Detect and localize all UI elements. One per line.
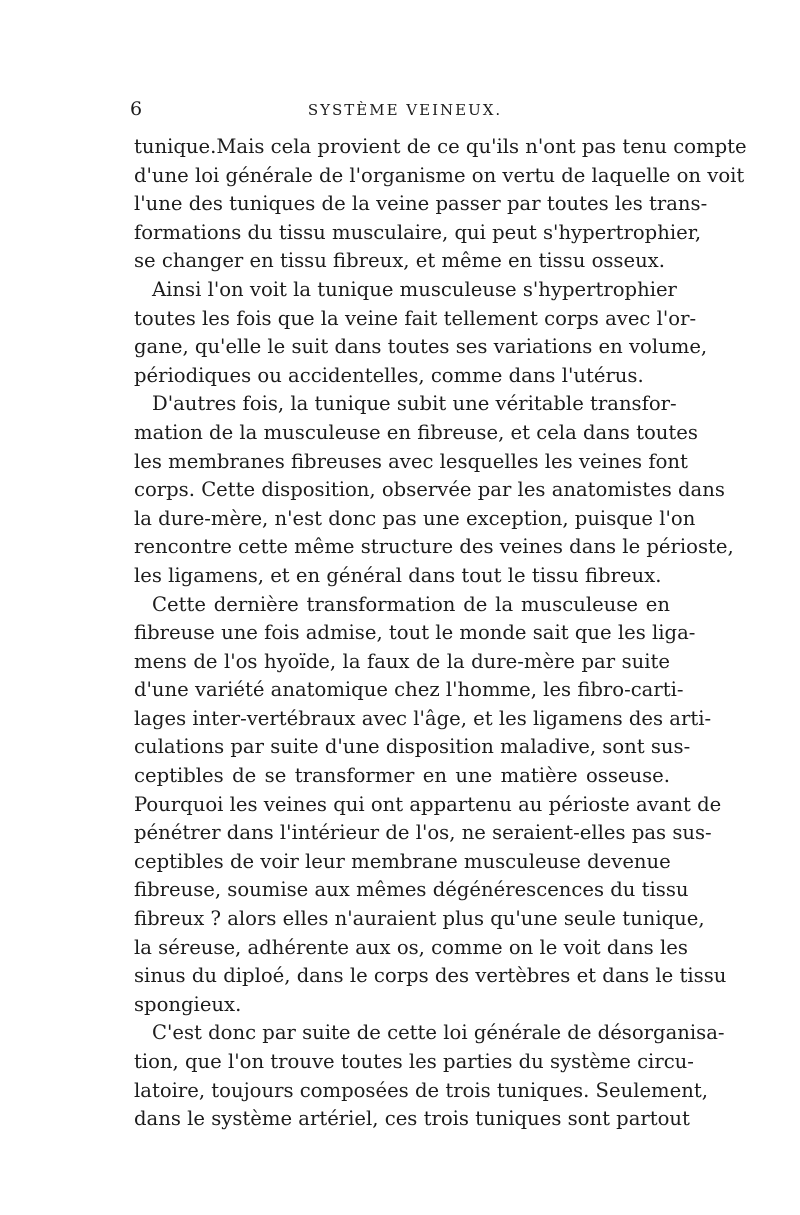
text-line: d'une loi générale de l'organisme on vertu de laquelle on voit (134, 163, 745, 187)
text-line: fibreux ? alors elles n'auraient plus qu'une seule tunique, (134, 907, 705, 931)
text-line: ceptibles de voir leur membrane musculeuse devenue (134, 849, 671, 873)
text-line: mens de l'os hyoïde, la faux de la dure-mère par suite (134, 649, 670, 673)
text-line: l'une des tuniques de la veine passer par toutes les trans- (134, 192, 708, 216)
text-line: Cette dernière transformation de la musculeuse en (152, 592, 670, 616)
text-line: la dure-mère, n'est donc pas une exception, puisque l'on (134, 506, 696, 530)
text-line: se changer en tissu fibreux, et même en tissu osseux. (134, 249, 665, 273)
text-line: lages inter-vertébraux avec l'âge, et les ligamens des arti- (134, 706, 712, 730)
page-header (130, 98, 680, 124)
text-line: formations du tissu musculaire, qui peut s'hypertrophier, (134, 220, 702, 244)
text-line: fibreuse une fois admise, tout le monde sait que les liga- (134, 621, 696, 645)
text-line: spongieux. (134, 992, 242, 1016)
text-line: les membranes fibreuses avec lesquelles les veines font (134, 449, 688, 473)
text-line: C'est donc par suite de cette loi générale de désorganisa- (152, 1021, 725, 1045)
text-line: ceptibles de se transformer en une matière osseuse. (134, 764, 670, 788)
text-line: fibreuse, soumise aux mêmes dégénérescences du tissu (134, 878, 689, 902)
page-number: 6 (130, 98, 143, 120)
body-text (134, 133, 747, 1134)
text-line: Ainsi l'on voit la tunique musculeuse s'hypertrophier (152, 277, 677, 301)
text-line: dans le système artériel, ces trois tuniques sont partout (134, 1107, 690, 1131)
running-title: SYSTÈME VEINEUX. (307, 101, 503, 119)
text-line: gane, qu'elle le suit dans toutes ses variations en volume, (134, 335, 708, 359)
text-line: D'autres fois, la tunique subit une véritable transfor- (152, 392, 677, 416)
text-line: tunique.Mais cela provient de ce qu'ils n'ont pas tenu compte (134, 135, 747, 158)
text-line: mation de la musculeuse en fibreuse, et cela dans toutes (134, 420, 698, 444)
text-line: Pourquoi les veines qui ont appartenu au périoste avant de (134, 792, 722, 816)
text-line: les ligamens, et en général dans tout le tissu fibreux. (134, 563, 662, 587)
text-line: la séreuse, adhérente aux os, comme on le voit dans les (134, 935, 688, 959)
text-line: rencontre cette même structure des veines dans le périoste, (134, 535, 734, 559)
text-line: latoire, toujours composées de trois tuniques. Seulement, (134, 1078, 708, 1102)
text-line: périodiques ou accidentelles, comme dans l'utérus. (134, 363, 644, 387)
text-line: corps. Cette disposition, observée par les anatomistes dans (134, 478, 725, 502)
text-line: tion, que l'on trouve toutes les parties du système circu- (134, 1050, 694, 1073)
text-line: toutes les fois que la veine fait tellement corps avec l'or- (134, 306, 697, 330)
text-line: d'une variété anatomique chez l'homme, les fibro-carti- (134, 678, 684, 702)
text-line: pénétrer dans l'intérieur de l'os, ne seraient-elles pas sus- (134, 821, 712, 845)
text-line: culations par suite d'une disposition maladive, sont sus- (134, 735, 691, 759)
text-line: sinus du diploé, dans le corps des vertèbres et dans le tissu (134, 964, 727, 988)
